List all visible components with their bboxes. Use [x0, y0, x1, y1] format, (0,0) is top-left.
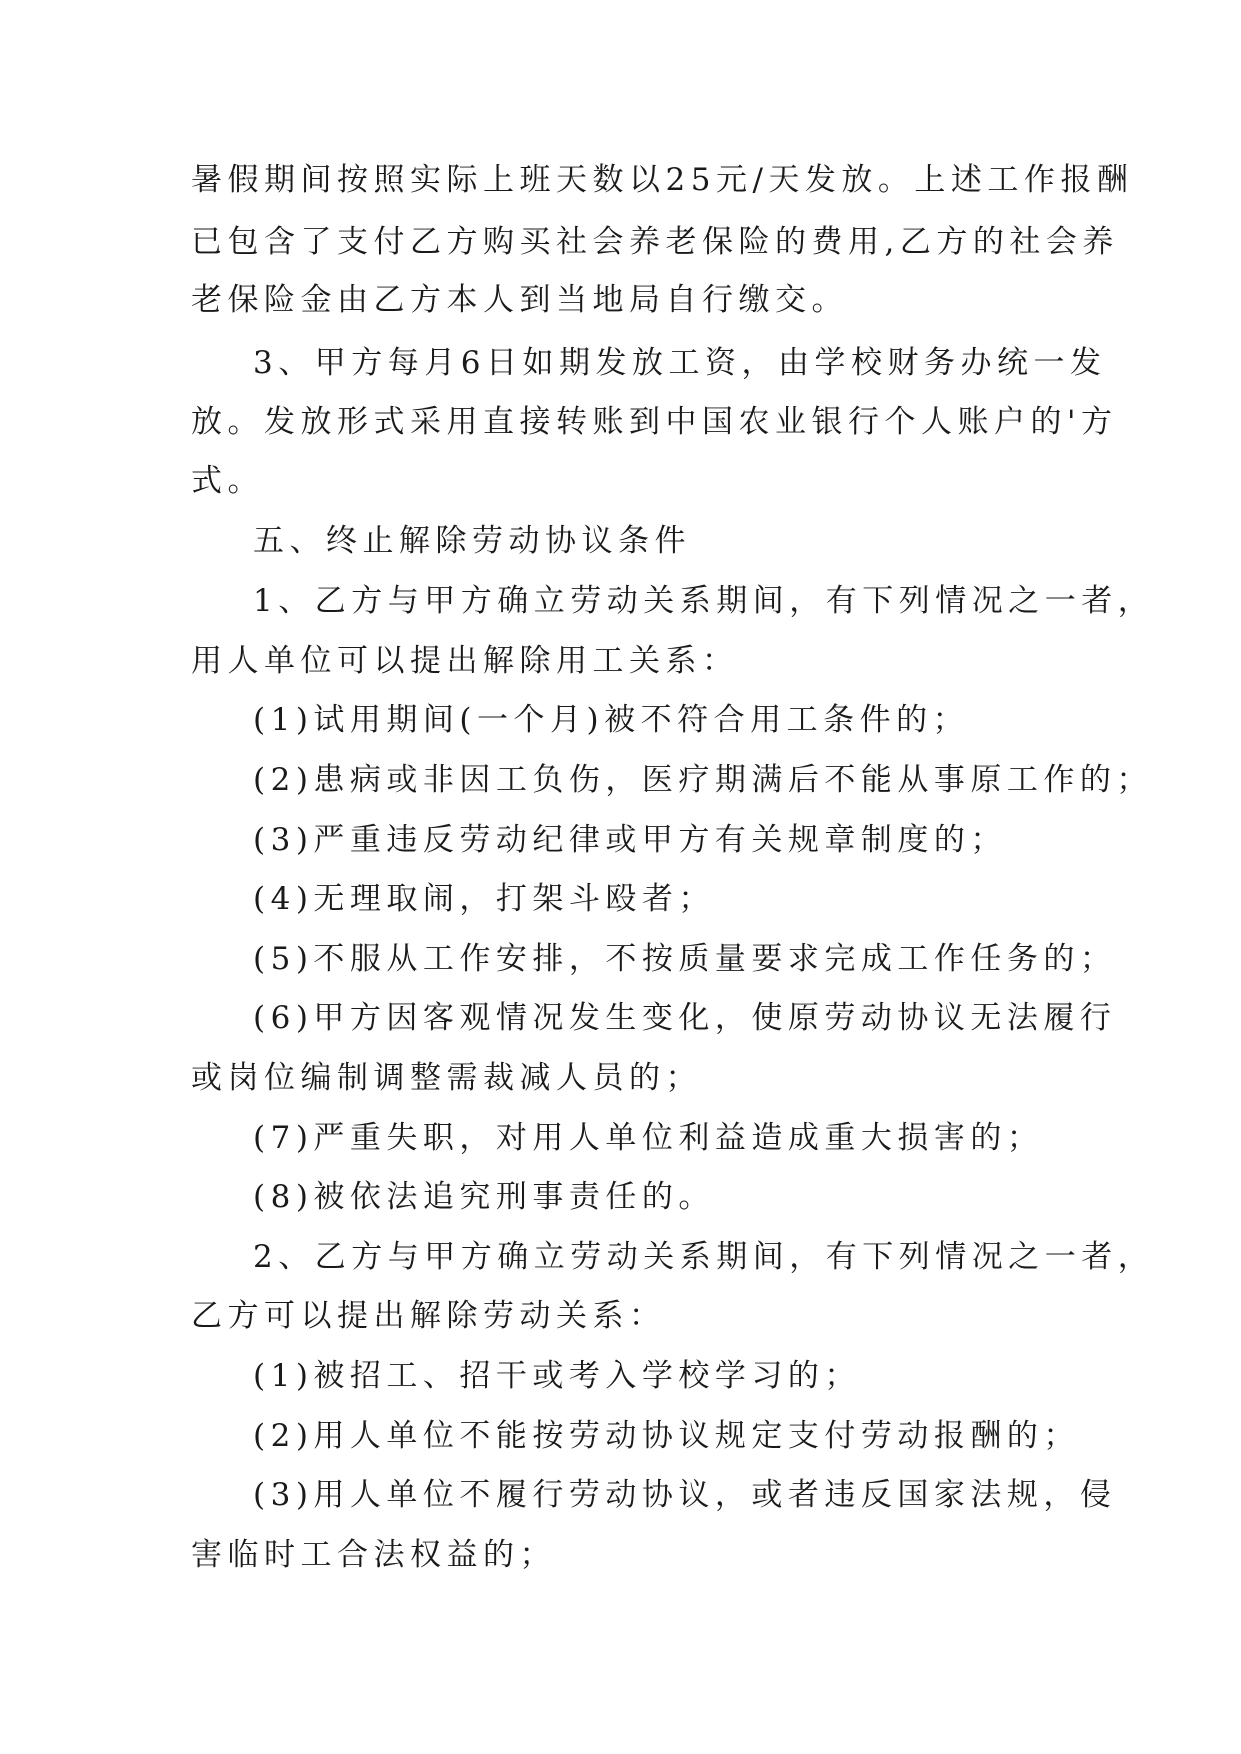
text-line: 用人单位可以提出解除用工关系：: [191, 643, 739, 679]
text-line: 害临时工合法权益的；: [191, 1537, 556, 1573]
text-line: 暑假期间按照实际上班天数以25元/天发放。上述工作报酬: [191, 162, 1134, 198]
list-item: (8)被依法追究刑事责任的。: [253, 1179, 715, 1215]
text-line: 或岗位编制调整需裁减人员的；: [191, 1060, 702, 1096]
text-line: 3、甲方每月6日如期发放工资，由学校财务办统一发: [253, 345, 1107, 381]
text-line: 已包含了支付乙方购买社会养老保险的费用,乙方的社会养: [191, 224, 1119, 260]
list-item: (5)不服从工作安排，不按质量要求完成工作任务的；: [253, 941, 1117, 977]
list-item: (1)被招工、招干或考入学校学习的；: [253, 1358, 861, 1394]
list-item: (2)用人单位不能按劳动协议规定支付劳动报酬的；: [253, 1418, 1080, 1454]
text-line: 放。发放形式采用直接转账到中国农业银行个人账户的'方: [191, 404, 1118, 440]
list-item: (3)用人单位不履行劳动协议，或者违反国家法规，侵: [253, 1477, 1117, 1513]
list-item: (4)无理取闹，打架斗殴者；: [253, 881, 715, 917]
text-line: 式。: [191, 463, 264, 499]
text-line: 2、乙方与甲方确立劳动关系期间，有下列情况之一者，: [253, 1239, 1155, 1275]
list-item: (2)患病或非因工负伤，医疗期满后不能从事原工作的；: [253, 762, 1153, 798]
list-item: (1)试用期间(一个月)被不符合用工条件的；: [253, 702, 970, 738]
text-line: 1、乙方与甲方确立劳动关系期间，有下列情况之一者，: [253, 583, 1155, 619]
list-item: (7)严重失职，对用人单位利益造成重大损害的；: [253, 1120, 1044, 1156]
text-line: 乙方可以提出解除劳动关系：: [191, 1298, 666, 1334]
list-item: (3)严重违反劳动纪律或甲方有关规章制度的；: [253, 822, 1007, 858]
list-item: (6)甲方因客观情况发生变化，使原劳动协议无法履行: [253, 1000, 1117, 1036]
section-heading: 五、终止解除劳动协议条件: [253, 523, 691, 559]
text-line: 老保险金由乙方本人到当地局自行缴交。: [191, 282, 848, 318]
